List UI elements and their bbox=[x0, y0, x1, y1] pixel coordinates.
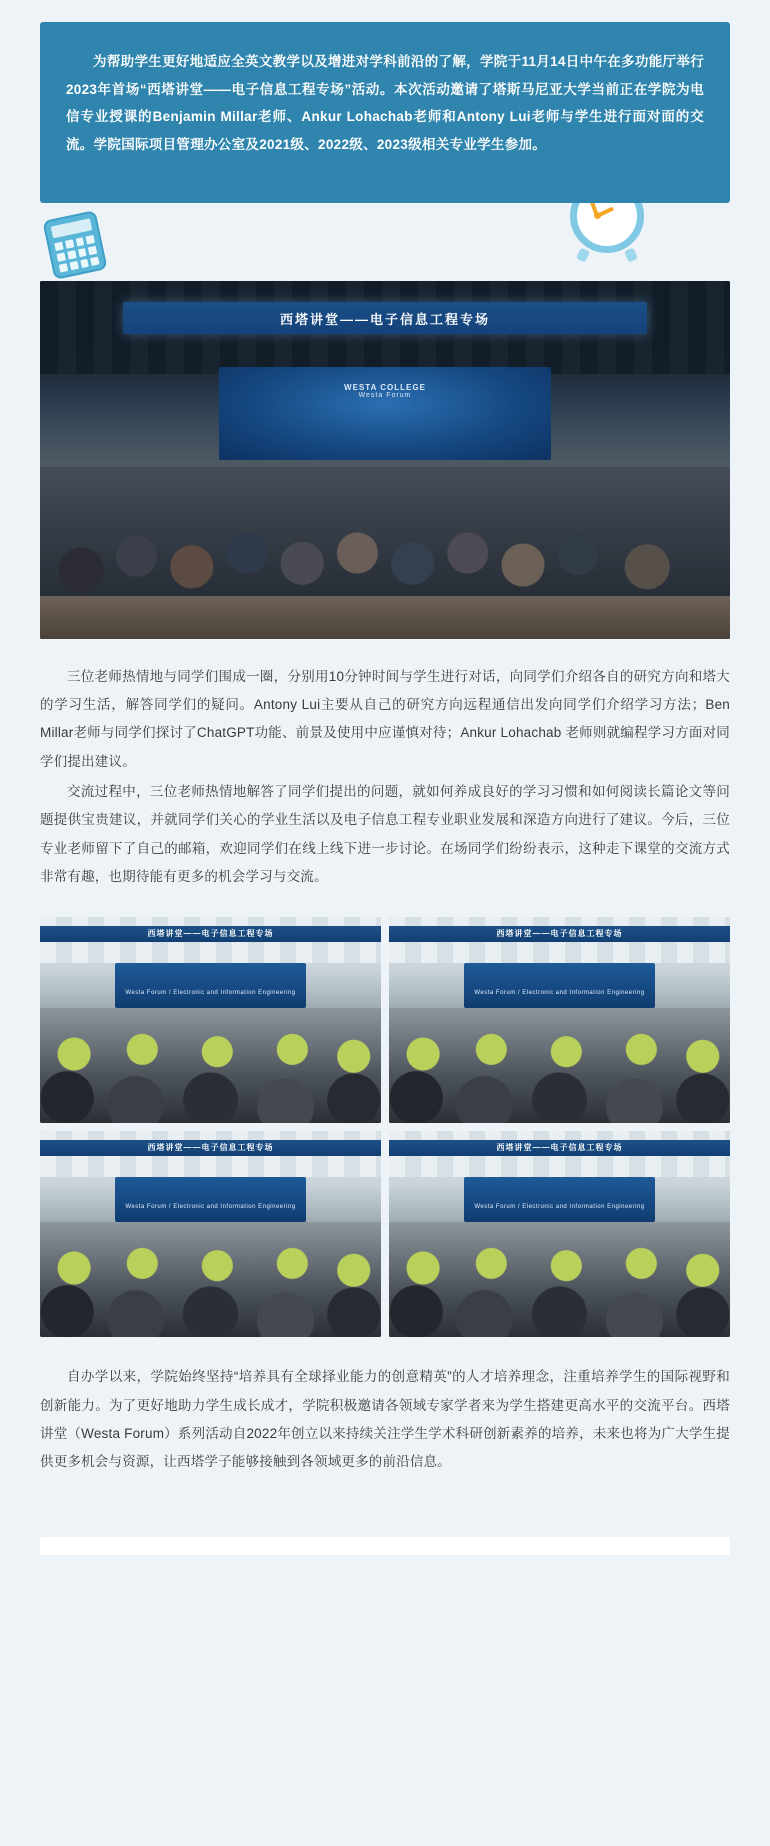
grid-photo-3 bbox=[40, 1131, 381, 1337]
hero-photo-section bbox=[0, 281, 770, 639]
grid-photo-1-banner: 西塔讲堂——电子信息工程专场 bbox=[40, 926, 381, 942]
grid-photo-1 bbox=[40, 917, 381, 1123]
grid-photo-4-scene bbox=[389, 1131, 730, 1337]
grid-photo-2-display: Westa Forum / Electronic and Information Engineering bbox=[464, 963, 655, 1008]
clock-center-pin bbox=[594, 212, 601, 219]
paragraph-1: 三位老师热情地与同学们围成一圈，分别用10分钟时间与学生进行对话，向同学们介绍各自的研究方向和塔大的学习生活，解答同学们的疑问。Antony Lui主要从自己的研究方向远程通信出发向同学们介绍学习方法；Ben Millar老师与同学们探讨了ChatGPT功能、前景及使用中应谨慎对待；Ankur Lohachab 老师则就编程学习方面对同学们提出建议。 bbox=[40, 668, 730, 769]
grid-photo-3-banner: 西塔讲堂——电子信息工程专场 bbox=[40, 1140, 381, 1156]
footer-strip bbox=[40, 1537, 730, 1555]
grid-photo-2-banner: 西塔讲堂——电子信息工程专场 bbox=[389, 926, 730, 942]
calculator-icon bbox=[42, 210, 107, 280]
grid-photo-3-display: Westa Forum / Electronic and Information Engineering bbox=[115, 1177, 306, 1222]
intro-banner-section bbox=[0, 0, 770, 203]
hero-photo bbox=[40, 281, 730, 639]
grid-photo-2-scene bbox=[389, 917, 730, 1123]
clock-foot-left bbox=[576, 247, 590, 262]
grid-photo-3-audience bbox=[40, 1222, 381, 1337]
photo-grid-row-2 bbox=[40, 1131, 730, 1337]
grid-photo-1-display: Westa Forum / Electronic and Information Engineering bbox=[115, 963, 306, 1008]
hero-screen-org: WESTA COLLEGE bbox=[344, 383, 426, 393]
hero-screen-title: Westa Forum bbox=[358, 392, 412, 400]
hero-screen-logo bbox=[219, 383, 550, 399]
calculator-screen bbox=[51, 218, 93, 238]
intro-paragraph: 为帮助学生更好地适应全英文教学以及增进对学科前沿的了解，学院于11月14日中午在多功能厅举行2023年首场“西塔讲堂——电子信息工程专场”活动。本次活动邀请了塔斯马尼亚大学当前正在学院为电信专业授课的Benjamin Millar老师、Ankur Lohachab老师和Antony Lui老师与学生进行面对面的交流。学院国际项目管理办公室及2021级、2022级、2023级相关专业学生参加。 bbox=[66, 54, 704, 153]
grid-photo-4 bbox=[389, 1131, 730, 1337]
body-text-block-2 bbox=[0, 1337, 770, 1518]
hero-stage-floor bbox=[40, 596, 730, 639]
grid-photo-4-audience bbox=[389, 1222, 730, 1337]
photo-grid-section-1 bbox=[0, 917, 770, 1337]
body-text-block-1 bbox=[0, 639, 770, 892]
paragraph-2: 交流过程中，三位老师热情地解答了同学们提出的问题，就如何养成良好的学习习惯和如何阅读长篇论文等问题提供宝贵建议，并就同学们关心的学业生活以及电子信息工程专业职业发展和深造方向进行了建议。今后，三位专业老师留下了自己的邮箱，欢迎同学们在线上线下进一步讨论。在场同学们纷纷表示，这种走下课堂的交流方式非常有趣，也期待能有更多的机会学习与交流。 bbox=[40, 784, 730, 885]
grid-photo-4-display: Westa Forum / Electronic and Information Engineering bbox=[464, 1177, 655, 1222]
grid-photo-1-scene bbox=[40, 917, 381, 1123]
grid-photo-2-audience bbox=[389, 1008, 730, 1123]
calculator-keys bbox=[54, 235, 99, 273]
grid-photo-4-banner: 西塔讲堂——电子信息工程专场 bbox=[389, 1140, 730, 1156]
photo-grid-row-1 bbox=[40, 917, 730, 1123]
grid-photo-2 bbox=[389, 917, 730, 1123]
grid-photo-1-audience bbox=[40, 1008, 381, 1123]
clock-foot-right bbox=[624, 247, 638, 262]
grid-photo-3-scene bbox=[40, 1131, 381, 1337]
hero-photo-scene bbox=[40, 281, 730, 639]
hero-banner-text: 西塔讲堂——电子信息工程专场 bbox=[123, 302, 647, 334]
paragraph-3: 自办学以来，学院始终坚持“培养具有全球择业能力的创意精英”的人才培养理念，注重培养学生的国际视野和创新能力。为了更好地助力学生成长成才，学院积极邀请各领域专家学者来为学生搭建更高水平的交流平台。西塔讲堂（Westa Forum）系列活动自2022年创立以来持续关注学生学术科研创新素养的培养，未来也将为广大学生提供更多机会与资源，让西塔学子能够接触到各领域更多的前沿信息。 bbox=[40, 1369, 730, 1470]
hero-stage-screen bbox=[219, 367, 550, 460]
intro-card bbox=[40, 22, 730, 203]
decoration-band bbox=[0, 203, 770, 281]
